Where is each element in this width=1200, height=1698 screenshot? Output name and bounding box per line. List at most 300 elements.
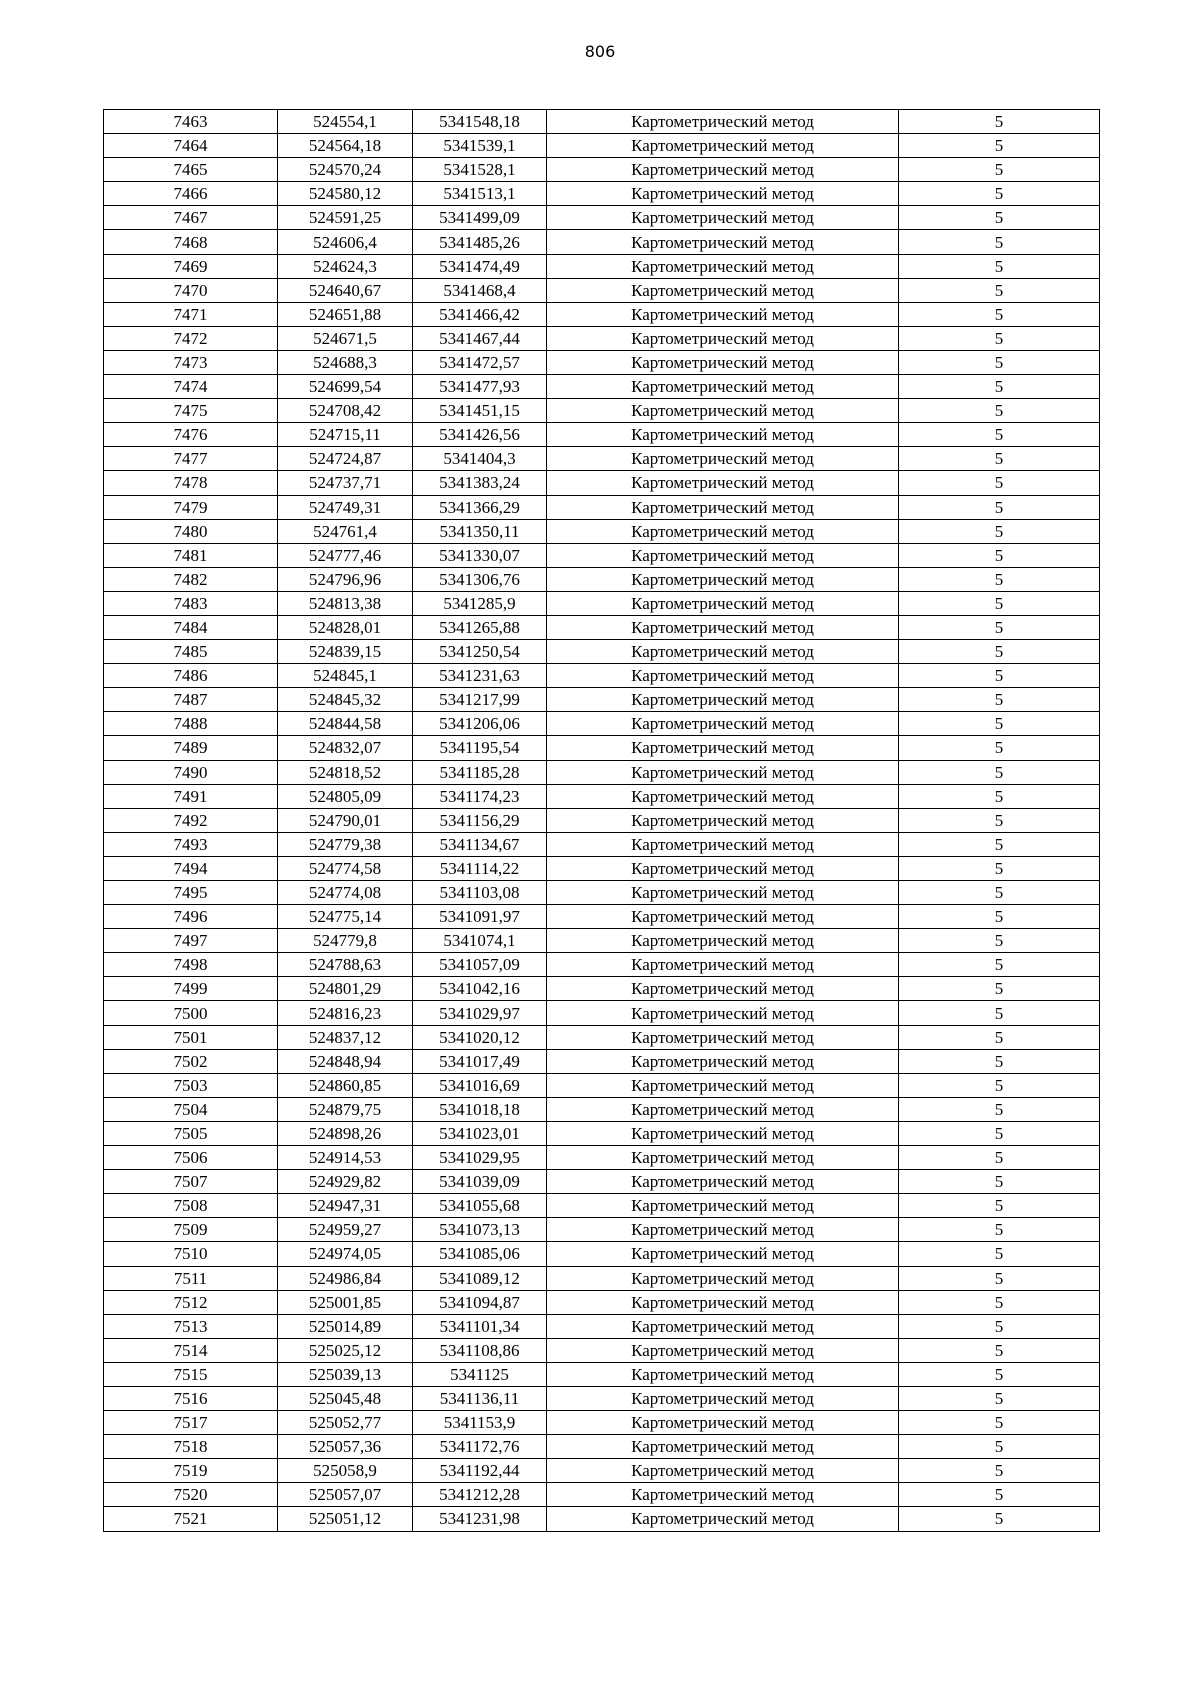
x-coordinate-cell: 524832,07 <box>278 736 413 760</box>
table-row <box>104 640 1100 664</box>
method-cell: Картометрический метод <box>547 350 899 374</box>
y-coordinate-cell: 5341231,98 <box>413 1507 547 1531</box>
x-coordinate-cell: 524860,85 <box>278 1073 413 1097</box>
point-number-cell: 7488 <box>104 712 278 736</box>
point-number-cell: 7491 <box>104 784 278 808</box>
point-number-cell: 7497 <box>104 929 278 953</box>
point-number-cell: 7519 <box>104 1459 278 1483</box>
table-row <box>104 471 1100 495</box>
accuracy-cell: 5 <box>899 1338 1100 1362</box>
x-coordinate-cell: 524688,3 <box>278 350 413 374</box>
accuracy-cell: 5 <box>899 206 1100 230</box>
table-row <box>104 808 1100 832</box>
accuracy-cell: 5 <box>899 1386 1100 1410</box>
table-row <box>104 760 1100 784</box>
y-coordinate-cell: 5341217,99 <box>413 688 547 712</box>
y-coordinate-cell: 5341350,11 <box>413 519 547 543</box>
point-number-cell: 7479 <box>104 495 278 519</box>
x-coordinate-cell: 524801,29 <box>278 977 413 1001</box>
y-coordinate-cell: 5341474,49 <box>413 254 547 278</box>
y-coordinate-cell: 5341250,54 <box>413 640 547 664</box>
accuracy-cell: 5 <box>899 543 1100 567</box>
method-cell: Картометрический метод <box>547 1459 899 1483</box>
x-coordinate-cell: 524929,82 <box>278 1170 413 1194</box>
accuracy-cell: 5 <box>899 471 1100 495</box>
x-coordinate-cell: 525052,77 <box>278 1411 413 1435</box>
method-cell: Картометрический метод <box>547 1097 899 1121</box>
y-coordinate-cell: 5341528,1 <box>413 158 547 182</box>
point-number-cell: 7495 <box>104 881 278 905</box>
point-number-cell: 7474 <box>104 375 278 399</box>
accuracy-cell: 5 <box>899 832 1100 856</box>
accuracy-cell: 5 <box>899 350 1100 374</box>
point-number-cell: 7509 <box>104 1218 278 1242</box>
table-row <box>104 1459 1100 1483</box>
method-cell: Картометрический метод <box>547 447 899 471</box>
method-cell: Картометрический метод <box>547 953 899 977</box>
accuracy-cell: 5 <box>899 1242 1100 1266</box>
point-number-cell: 7496 <box>104 905 278 929</box>
coordinates-table-body <box>104 110 1100 1532</box>
point-number-cell: 7510 <box>104 1242 278 1266</box>
x-coordinate-cell: 524959,27 <box>278 1218 413 1242</box>
y-coordinate-cell: 5341472,57 <box>413 350 547 374</box>
table-row <box>104 1218 1100 1242</box>
x-coordinate-cell: 525051,12 <box>278 1507 413 1531</box>
x-coordinate-cell: 524708,42 <box>278 399 413 423</box>
method-cell: Картометрический метод <box>547 134 899 158</box>
x-coordinate-cell: 524986,84 <box>278 1266 413 1290</box>
y-coordinate-cell: 5341094,87 <box>413 1290 547 1314</box>
x-coordinate-cell: 524839,15 <box>278 640 413 664</box>
point-number-cell: 7493 <box>104 832 278 856</box>
accuracy-cell: 5 <box>899 808 1100 832</box>
table-row <box>104 1314 1100 1338</box>
method-cell: Картометрический метод <box>547 1242 899 1266</box>
y-coordinate-cell: 5341192,44 <box>413 1459 547 1483</box>
method-cell: Картометрический метод <box>547 158 899 182</box>
y-coordinate-cell: 5341029,97 <box>413 1001 547 1025</box>
method-cell: Картометрический метод <box>547 784 899 808</box>
method-cell: Картометрический метод <box>547 1073 899 1097</box>
y-coordinate-cell: 5341231,63 <box>413 664 547 688</box>
accuracy-cell: 5 <box>899 1170 1100 1194</box>
x-coordinate-cell: 525014,89 <box>278 1314 413 1338</box>
x-coordinate-cell: 524774,58 <box>278 856 413 880</box>
method-cell: Картометрический метод <box>547 495 899 519</box>
x-coordinate-cell: 524591,25 <box>278 206 413 230</box>
y-coordinate-cell: 5341055,68 <box>413 1194 547 1218</box>
table-row <box>104 1411 1100 1435</box>
accuracy-cell: 5 <box>899 1314 1100 1338</box>
method-cell: Картометрический метод <box>547 881 899 905</box>
y-coordinate-cell: 5341306,76 <box>413 567 547 591</box>
x-coordinate-cell: 524640,67 <box>278 278 413 302</box>
y-coordinate-cell: 5341089,12 <box>413 1266 547 1290</box>
point-number-cell: 7464 <box>104 134 278 158</box>
x-coordinate-cell: 524974,05 <box>278 1242 413 1266</box>
x-coordinate-cell: 524699,54 <box>278 375 413 399</box>
table-row <box>104 1242 1100 1266</box>
x-coordinate-cell: 524777,46 <box>278 543 413 567</box>
y-coordinate-cell: 5341499,09 <box>413 206 547 230</box>
point-number-cell: 7498 <box>104 953 278 977</box>
point-number-cell: 7507 <box>104 1170 278 1194</box>
table-row <box>104 375 1100 399</box>
x-coordinate-cell: 524790,01 <box>278 808 413 832</box>
table-row <box>104 953 1100 977</box>
table-row <box>104 110 1100 134</box>
table-row <box>104 784 1100 808</box>
table-row <box>104 1146 1100 1170</box>
x-coordinate-cell: 524898,26 <box>278 1121 413 1145</box>
table-row <box>104 495 1100 519</box>
accuracy-cell: 5 <box>899 254 1100 278</box>
x-coordinate-cell: 525057,07 <box>278 1483 413 1507</box>
point-number-cell: 7520 <box>104 1483 278 1507</box>
y-coordinate-cell: 5341468,4 <box>413 278 547 302</box>
y-coordinate-cell: 5341103,08 <box>413 881 547 905</box>
y-coordinate-cell: 5341477,93 <box>413 375 547 399</box>
x-coordinate-cell: 525058,9 <box>278 1459 413 1483</box>
x-coordinate-cell: 524724,87 <box>278 447 413 471</box>
point-number-cell: 7477 <box>104 447 278 471</box>
table-row <box>104 182 1100 206</box>
accuracy-cell: 5 <box>899 688 1100 712</box>
table-row <box>104 1049 1100 1073</box>
table-row <box>104 1097 1100 1121</box>
method-cell: Картометрический метод <box>547 471 899 495</box>
method-cell: Картометрический метод <box>547 856 899 880</box>
x-coordinate-cell: 524715,11 <box>278 423 413 447</box>
method-cell: Картометрический метод <box>547 1386 899 1410</box>
method-cell: Картометрический метод <box>547 1338 899 1362</box>
method-cell: Картометрический метод <box>547 543 899 567</box>
point-number-cell: 7484 <box>104 615 278 639</box>
y-coordinate-cell: 5341020,12 <box>413 1025 547 1049</box>
method-cell: Картометрический метод <box>547 1290 899 1314</box>
accuracy-cell: 5 <box>899 736 1100 760</box>
point-number-cell: 7466 <box>104 182 278 206</box>
accuracy-cell: 5 <box>899 1507 1100 1531</box>
point-number-cell: 7467 <box>104 206 278 230</box>
y-coordinate-cell: 5341042,16 <box>413 977 547 1001</box>
y-coordinate-cell: 5341017,49 <box>413 1049 547 1073</box>
point-number-cell: 7486 <box>104 664 278 688</box>
y-coordinate-cell: 5341466,42 <box>413 302 547 326</box>
method-cell: Картометрический метод <box>547 302 899 326</box>
method-cell: Картометрический метод <box>547 760 899 784</box>
accuracy-cell: 5 <box>899 1483 1100 1507</box>
x-coordinate-cell: 524879,75 <box>278 1097 413 1121</box>
y-coordinate-cell: 5341539,1 <box>413 134 547 158</box>
accuracy-cell: 5 <box>899 1025 1100 1049</box>
accuracy-cell: 5 <box>899 1411 1100 1435</box>
method-cell: Картометрический метод <box>547 977 899 1001</box>
table-row <box>104 1435 1100 1459</box>
x-coordinate-cell: 524570,24 <box>278 158 413 182</box>
table-row <box>104 519 1100 543</box>
y-coordinate-cell: 5341016,69 <box>413 1073 547 1097</box>
point-number-cell: 7463 <box>104 110 278 134</box>
accuracy-cell: 5 <box>899 1435 1100 1459</box>
x-coordinate-cell: 524848,94 <box>278 1049 413 1073</box>
method-cell: Картометрический метод <box>547 567 899 591</box>
accuracy-cell: 5 <box>899 567 1100 591</box>
table-row <box>104 1001 1100 1025</box>
y-coordinate-cell: 5341174,23 <box>413 784 547 808</box>
point-number-cell: 7469 <box>104 254 278 278</box>
y-coordinate-cell: 5341085,06 <box>413 1242 547 1266</box>
y-coordinate-cell: 5341172,76 <box>413 1435 547 1459</box>
y-coordinate-cell: 5341185,28 <box>413 760 547 784</box>
method-cell: Картометрический метод <box>547 832 899 856</box>
y-coordinate-cell: 5341101,34 <box>413 1314 547 1338</box>
y-coordinate-cell: 5341467,44 <box>413 326 547 350</box>
method-cell: Картометрический метод <box>547 591 899 615</box>
accuracy-cell: 5 <box>899 977 1100 1001</box>
y-coordinate-cell: 5341451,15 <box>413 399 547 423</box>
y-coordinate-cell: 5341156,29 <box>413 808 547 832</box>
table-row <box>104 1025 1100 1049</box>
table-row <box>104 254 1100 278</box>
y-coordinate-cell: 5341153,9 <box>413 1411 547 1435</box>
table-row <box>104 591 1100 615</box>
method-cell: Картометрический метод <box>547 640 899 664</box>
accuracy-cell: 5 <box>899 134 1100 158</box>
method-cell: Картометрический метод <box>547 664 899 688</box>
point-number-cell: 7470 <box>104 278 278 302</box>
accuracy-cell: 5 <box>899 1121 1100 1145</box>
point-number-cell: 7503 <box>104 1073 278 1097</box>
table-row <box>104 1290 1100 1314</box>
method-cell: Картометрический метод <box>547 905 899 929</box>
y-coordinate-cell: 5341206,06 <box>413 712 547 736</box>
accuracy-cell: 5 <box>899 784 1100 808</box>
method-cell: Картометрический метод <box>547 110 899 134</box>
accuracy-cell: 5 <box>899 326 1100 350</box>
y-coordinate-cell: 5341404,3 <box>413 447 547 471</box>
x-coordinate-cell: 524837,12 <box>278 1025 413 1049</box>
method-cell: Картометрический метод <box>547 1483 899 1507</box>
point-number-cell: 7505 <box>104 1121 278 1145</box>
method-cell: Картометрический метод <box>547 278 899 302</box>
method-cell: Картометрический метод <box>547 1049 899 1073</box>
accuracy-cell: 5 <box>899 1146 1100 1170</box>
table-row <box>104 1483 1100 1507</box>
point-number-cell: 7494 <box>104 856 278 880</box>
x-coordinate-cell: 524774,08 <box>278 881 413 905</box>
y-coordinate-cell: 5341136,11 <box>413 1386 547 1410</box>
point-number-cell: 7465 <box>104 158 278 182</box>
table-row <box>104 278 1100 302</box>
accuracy-cell: 5 <box>899 1049 1100 1073</box>
accuracy-cell: 5 <box>899 1001 1100 1025</box>
accuracy-cell: 5 <box>899 1459 1100 1483</box>
method-cell: Картометрический метод <box>547 808 899 832</box>
point-number-cell: 7471 <box>104 302 278 326</box>
table-row <box>104 929 1100 953</box>
point-number-cell: 7513 <box>104 1314 278 1338</box>
accuracy-cell: 5 <box>899 640 1100 664</box>
point-number-cell: 7481 <box>104 543 278 567</box>
method-cell: Картометрический метод <box>547 1170 899 1194</box>
point-number-cell: 7483 <box>104 591 278 615</box>
y-coordinate-cell: 5341074,1 <box>413 929 547 953</box>
x-coordinate-cell: 524844,58 <box>278 712 413 736</box>
table-row <box>104 206 1100 230</box>
point-number-cell: 7516 <box>104 1386 278 1410</box>
point-number-cell: 7504 <box>104 1097 278 1121</box>
y-coordinate-cell: 5341513,1 <box>413 182 547 206</box>
accuracy-cell: 5 <box>899 110 1100 134</box>
method-cell: Картометрический метод <box>547 1194 899 1218</box>
accuracy-cell: 5 <box>899 423 1100 447</box>
accuracy-cell: 5 <box>899 929 1100 953</box>
table-row <box>104 1121 1100 1145</box>
accuracy-cell: 5 <box>899 1362 1100 1386</box>
y-coordinate-cell: 5341073,13 <box>413 1218 547 1242</box>
accuracy-cell: 5 <box>899 953 1100 977</box>
y-coordinate-cell: 5341023,01 <box>413 1121 547 1145</box>
x-coordinate-cell: 524805,09 <box>278 784 413 808</box>
point-number-cell: 7468 <box>104 230 278 254</box>
method-cell: Картометрический метод <box>547 1218 899 1242</box>
table-row <box>104 326 1100 350</box>
table-row <box>104 543 1100 567</box>
point-number-cell: 7482 <box>104 567 278 591</box>
point-number-cell: 7487 <box>104 688 278 712</box>
y-coordinate-cell: 5341125 <box>413 1362 547 1386</box>
accuracy-cell: 5 <box>899 182 1100 206</box>
point-number-cell: 7492 <box>104 808 278 832</box>
accuracy-cell: 5 <box>899 375 1100 399</box>
accuracy-cell: 5 <box>899 278 1100 302</box>
x-coordinate-cell: 525039,13 <box>278 1362 413 1386</box>
x-coordinate-cell: 524845,32 <box>278 688 413 712</box>
table-row <box>104 1507 1100 1531</box>
x-coordinate-cell: 524796,96 <box>278 567 413 591</box>
y-coordinate-cell: 5341285,9 <box>413 591 547 615</box>
y-coordinate-cell: 5341426,56 <box>413 423 547 447</box>
table-row <box>104 399 1100 423</box>
x-coordinate-cell: 524818,52 <box>278 760 413 784</box>
y-coordinate-cell: 5341029,95 <box>413 1146 547 1170</box>
x-coordinate-cell: 524813,38 <box>278 591 413 615</box>
method-cell: Картометрический метод <box>547 206 899 230</box>
method-cell: Картометрический метод <box>547 1001 899 1025</box>
point-number-cell: 7489 <box>104 736 278 760</box>
accuracy-cell: 5 <box>899 1290 1100 1314</box>
point-number-cell: 7475 <box>104 399 278 423</box>
y-coordinate-cell: 5341195,54 <box>413 736 547 760</box>
method-cell: Картометрический метод <box>547 1362 899 1386</box>
method-cell: Картометрический метод <box>547 375 899 399</box>
point-number-cell: 7518 <box>104 1435 278 1459</box>
point-number-cell: 7502 <box>104 1049 278 1073</box>
accuracy-cell: 5 <box>899 447 1100 471</box>
method-cell: Картометрический метод <box>547 736 899 760</box>
method-cell: Картометрический метод <box>547 615 899 639</box>
x-coordinate-cell: 525057,36 <box>278 1435 413 1459</box>
accuracy-cell: 5 <box>899 495 1100 519</box>
accuracy-cell: 5 <box>899 1194 1100 1218</box>
accuracy-cell: 5 <box>899 712 1100 736</box>
table-row <box>104 134 1100 158</box>
x-coordinate-cell: 524816,23 <box>278 1001 413 1025</box>
point-number-cell: 7490 <box>104 760 278 784</box>
point-number-cell: 7506 <box>104 1146 278 1170</box>
y-coordinate-cell: 5341108,86 <box>413 1338 547 1362</box>
y-coordinate-cell: 5341057,09 <box>413 953 547 977</box>
method-cell: Картометрический метод <box>547 1314 899 1338</box>
x-coordinate-cell: 524580,12 <box>278 182 413 206</box>
table-row <box>104 832 1100 856</box>
x-coordinate-cell: 524624,3 <box>278 254 413 278</box>
x-coordinate-cell: 524779,8 <box>278 929 413 953</box>
y-coordinate-cell: 5341018,18 <box>413 1097 547 1121</box>
table-row <box>104 230 1100 254</box>
point-number-cell: 7501 <box>104 1025 278 1049</box>
point-number-cell: 7512 <box>104 1290 278 1314</box>
accuracy-cell: 5 <box>899 302 1100 326</box>
point-number-cell: 7485 <box>104 640 278 664</box>
x-coordinate-cell: 524761,4 <box>278 519 413 543</box>
x-coordinate-cell: 524914,53 <box>278 1146 413 1170</box>
table-row <box>104 302 1100 326</box>
table-row <box>104 736 1100 760</box>
point-number-cell: 7521 <box>104 1507 278 1531</box>
coordinates-table <box>103 109 1100 1532</box>
x-coordinate-cell: 524564,18 <box>278 134 413 158</box>
method-cell: Картометрический метод <box>547 1507 899 1531</box>
x-coordinate-cell: 525045,48 <box>278 1386 413 1410</box>
point-number-cell: 7476 <box>104 423 278 447</box>
y-coordinate-cell: 5341548,18 <box>413 110 547 134</box>
x-coordinate-cell: 524828,01 <box>278 615 413 639</box>
table-row <box>104 1266 1100 1290</box>
table-row <box>104 615 1100 639</box>
method-cell: Картометрический метод <box>547 712 899 736</box>
y-coordinate-cell: 5341212,28 <box>413 1483 547 1507</box>
point-number-cell: 7480 <box>104 519 278 543</box>
accuracy-cell: 5 <box>899 664 1100 688</box>
x-coordinate-cell: 524671,5 <box>278 326 413 350</box>
method-cell: Картометрический метод <box>547 230 899 254</box>
table-row <box>104 664 1100 688</box>
method-cell: Картометрический метод <box>547 519 899 543</box>
point-number-cell: 7514 <box>104 1338 278 1362</box>
table-row <box>104 350 1100 374</box>
y-coordinate-cell: 5341134,67 <box>413 832 547 856</box>
point-number-cell: 7478 <box>104 471 278 495</box>
method-cell: Картометрический метод <box>547 688 899 712</box>
table-row <box>104 905 1100 929</box>
method-cell: Картометрический метод <box>547 929 899 953</box>
accuracy-cell: 5 <box>899 856 1100 880</box>
method-cell: Картометрический метод <box>547 1121 899 1145</box>
method-cell: Картометрический метод <box>547 423 899 447</box>
table-row <box>104 712 1100 736</box>
accuracy-cell: 5 <box>899 881 1100 905</box>
table-row <box>104 1362 1100 1386</box>
point-number-cell: 7500 <box>104 1001 278 1025</box>
table-row <box>104 1386 1100 1410</box>
accuracy-cell: 5 <box>899 230 1100 254</box>
method-cell: Картометрический метод <box>547 1025 899 1049</box>
table-row <box>104 1338 1100 1362</box>
table-row <box>104 1073 1100 1097</box>
